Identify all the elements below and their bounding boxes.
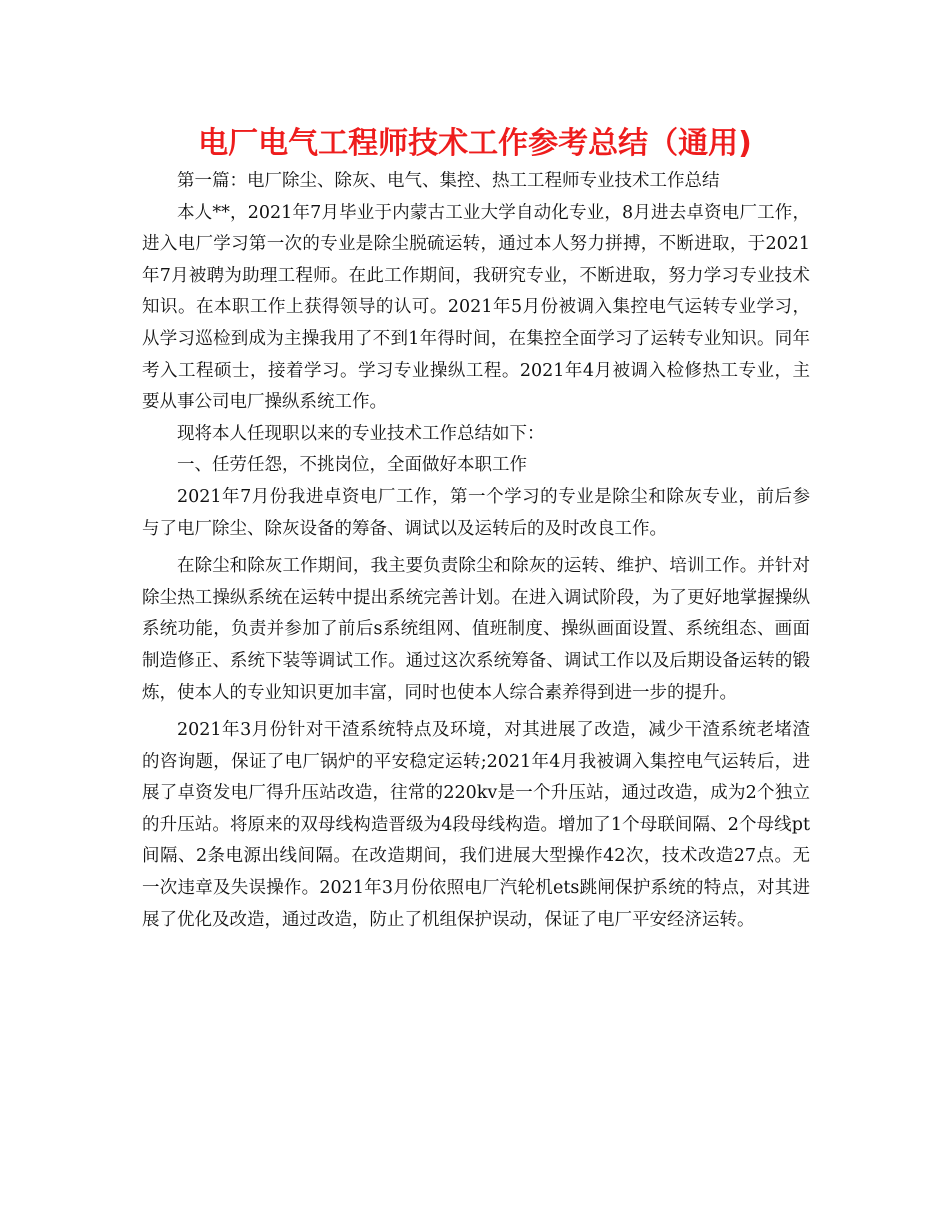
body-paragraph: 2021年7月份我进卓资电厂工作，第一个学习的专业是除尘和除灰专业，前后参与了电厂除尘、除灰设备的筹备、调试以及运转后的及时改良工作。 [142,486,810,539]
body-paragraph: 在除尘和除灰工作期间，我主要负责除尘和除灰的运转、维护、培训工作。并针对除尘热工操纵系统在运转中提出系统完善计划。在进入调试阶段，为了更好地掌握操纵系统功能，负责并参加了前后s系统组网、值班制度、操纵画面设置、系统组态、画面制造修正、系统下装等调试工作。通过这次系统筹备、调试工作以及后期设备运转的锻炼，使本人的专业知识更加丰富，同时也使本人综合素养得到进一步的提升。 [142,556,810,703]
body-paragraph: 本人**，2021年7月毕业于内蒙古工业大学自动化专业，8月进去卓资电厂工作，进入电厂学习第一次的专业是除尘脱硫运转，通过本人努力拼搏，不断进取，于2021年7月被聘为助理工程师。在此工作期间，我研究专业，不断进取，努力学习专业技术知识。在本职工作上获得领导的认可。2021年5月份被调入集控电气运转专业学习，从学习巡检到成为主操我用了不到1年得时间，在集控全面学习了运转专业知识。同年考入工程硕士，接着学习。学习专业操纵工程。2021年4月被调入检修热工专业，主要从事公司电厂操纵系统工作。 [142,202,810,413]
section-heading: 第一篇：电厂除尘、除灰、电气、集控、热工工程师专业技术工作总结 [177,171,720,191]
document-body [142,166,810,936]
body-paragraph: 2021年3月份针对干渣系统特点及环境，对其进展了改造，减少干渣系统老堵渣的咨询题，保证了电厂锅炉的平安稳定运转;2021年4月我被调入集控电气运转后，进展了卓资发电厂得升压站改造，往常的220kv是一个升压站，通过改造，成为2个独立的升压站。将原来的双母线构造晋级为4段母线构造。增加了1个母联间隔、2个母线pt间隔、2条电源出线间隔。在改造期间，我们进展大型操作42次，技术改造27点。无一次违章及失误操作。2021年3月份依照电厂汽轮机ets跳闸保护系统的特点，对其进展了优化及改造，通过改造，防止了机组保护误动，保证了电厂平安经济运转。 [142,720,810,930]
subsection-heading: 一、任劳任怨，不挑岗位，全面做好本职工作 [177,455,527,476]
body-paragraph: 现将本人任现职以来的专业技术工作总结如下： [177,423,545,444]
document-title: 电厂电气工程师技术工作参考总结（通用) [198,126,752,161]
